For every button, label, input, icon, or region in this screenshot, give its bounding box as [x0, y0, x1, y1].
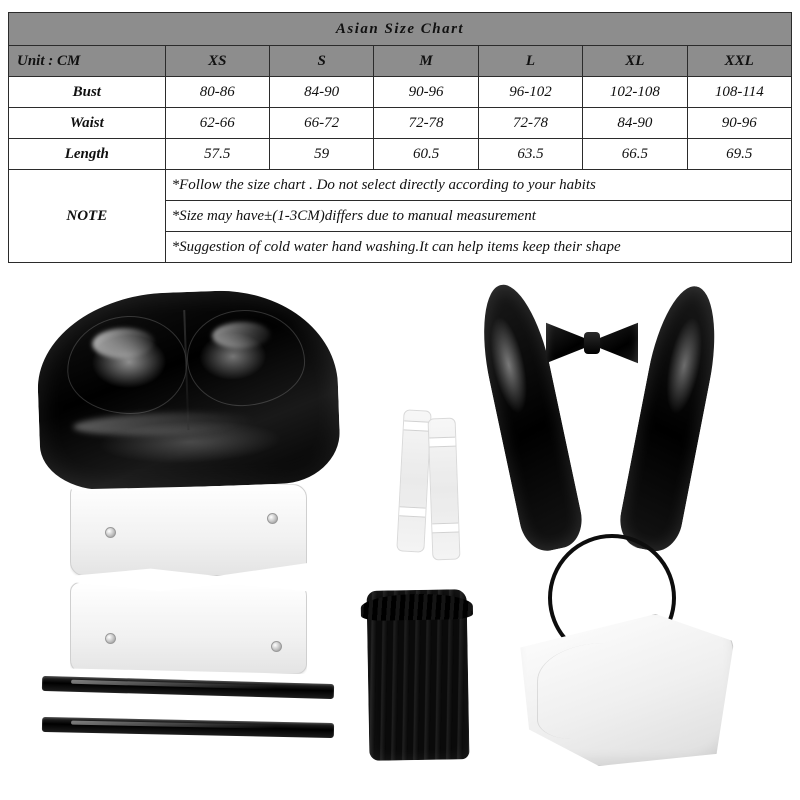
size-header-xl: XL: [583, 46, 687, 77]
cell-length-m: 60.5: [374, 139, 478, 170]
cell-bust-xxl: 108-114: [687, 77, 791, 108]
size-header-xs: XS: [165, 46, 269, 77]
table-row-title: [9, 13, 792, 46]
table-row: [9, 108, 792, 139]
white-collar-cuff-upper: [70, 484, 307, 576]
cell-length-l: 63.5: [478, 139, 582, 170]
table-row-header: [9, 46, 792, 77]
cuff-stud: [267, 513, 278, 524]
product-photo: [0, 282, 800, 800]
cell-bust-xs: 80-86: [165, 77, 269, 108]
row-label-length: Length: [9, 139, 166, 170]
note-label: NOTE: [9, 170, 166, 263]
unit-label: Unit : CM: [9, 46, 166, 77]
cell-waist-xxl: 90-96: [687, 108, 791, 139]
stocking-band: [399, 506, 425, 517]
cell-waist-xs: 62-66: [165, 108, 269, 139]
size-header-xxl: XXL: [687, 46, 791, 77]
cell-bust-s: 84-90: [269, 77, 373, 108]
note-line-2: *Size may have±(1-3CM)differs due to manual measurement: [165, 201, 791, 232]
size-chart-section: [8, 12, 792, 263]
stocking-band: [429, 437, 455, 448]
row-label-waist: Waist: [9, 108, 166, 139]
cell-length-xl: 66.5: [583, 139, 687, 170]
size-chart-title: Asian Size Chart: [9, 13, 792, 46]
note-line-3: *Suggestion of cold water hand washing.It can help items keep their shape: [165, 232, 791, 263]
garment-frill: [361, 593, 473, 621]
cell-waist-l: 72-78: [478, 108, 582, 139]
white-wrap-piece: [516, 614, 734, 766]
cell-bust-m: 90-96: [374, 77, 478, 108]
bustier-highlight-bottom: [73, 410, 254, 438]
table-row-note: [9, 170, 792, 201]
size-chart-table: [8, 12, 792, 263]
black-strap-lower: [42, 717, 334, 738]
wrap-fold-line: [537, 643, 708, 739]
bow-knot: [584, 332, 600, 354]
size-header-m: M: [374, 46, 478, 77]
strap-highlight: [71, 721, 275, 729]
stocking-band: [432, 523, 458, 534]
size-header-s: S: [269, 46, 373, 77]
row-label-bust: Bust: [9, 77, 166, 108]
table-row: [9, 77, 792, 108]
black-bow-tie: [546, 320, 638, 366]
size-header-l: L: [478, 46, 582, 77]
cell-length-s: 59: [269, 139, 373, 170]
note-line-1: *Follow the size chart . Do not select directly according to your habits: [165, 170, 791, 201]
black-folded-garment: [367, 589, 470, 761]
black-strap-upper: [42, 676, 334, 699]
cell-length-xs: 57.5: [165, 139, 269, 170]
sheer-stocking-left: [396, 409, 431, 552]
cell-waist-xl: 84-90: [583, 108, 687, 139]
white-collar-cuff-lower: [70, 582, 307, 674]
sheer-stocking-right: [428, 418, 461, 561]
table-row: [9, 139, 792, 170]
bow-wing-right: [594, 320, 638, 366]
stocking-band: [404, 420, 430, 431]
cuff-stud: [105, 633, 116, 644]
cell-bust-l: 96-102: [478, 77, 582, 108]
cuff-stud: [105, 527, 116, 538]
cell-bust-xl: 102-108: [583, 77, 687, 108]
cell-waist-s: 66-72: [269, 108, 373, 139]
cell-length-xxl: 69.5: [687, 139, 791, 170]
black-patent-bustier: [35, 287, 342, 492]
cell-waist-m: 72-78: [374, 108, 478, 139]
cuff-stud: [271, 641, 282, 652]
strap-highlight: [71, 680, 275, 690]
